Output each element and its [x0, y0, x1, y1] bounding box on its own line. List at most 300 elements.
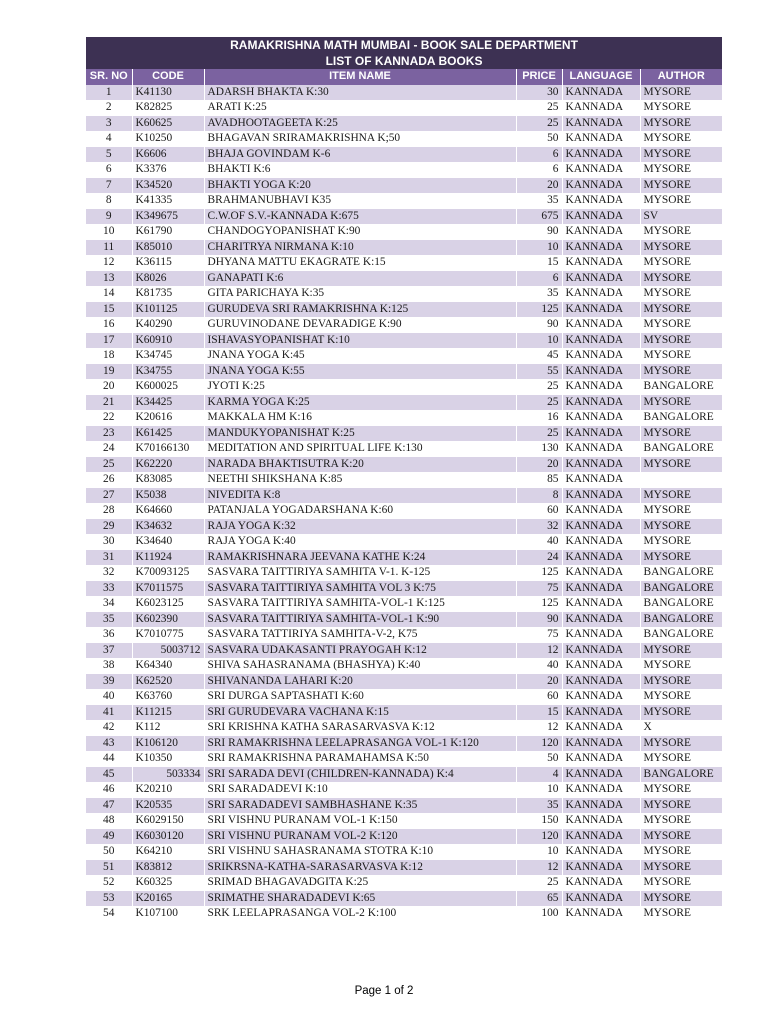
cell-author: MYSORE: [640, 705, 722, 721]
cell-sr-no: 44: [86, 751, 132, 767]
table-row: [86, 271, 722, 287]
cell-item-name: AVADHOOTAGEETA K:25: [204, 116, 516, 132]
cell-code: K112: [132, 720, 204, 736]
cell-item-name: SRI VISHNU SAHASRANAMA STOTRA K:10: [204, 844, 516, 860]
cell-price: 125: [516, 596, 562, 612]
cell-sr-no: 15: [86, 302, 132, 318]
cell-item-name: JYOTI K:25: [204, 379, 516, 395]
cell-code: K7010775: [132, 627, 204, 643]
cell-language: KANNADA: [562, 333, 640, 349]
cell-price: 50: [516, 131, 562, 147]
cell-price: 35: [516, 286, 562, 302]
cell-author: MYSORE: [640, 131, 722, 147]
cell-sr-no: 7: [86, 178, 132, 194]
cell-language: KANNADA: [562, 658, 640, 674]
header-code: CODE: [132, 69, 204, 85]
kannada-books-table: [86, 37, 722, 922]
cell-author: MYSORE: [640, 503, 722, 519]
cell-code: K64210: [132, 844, 204, 860]
table-row: [86, 565, 722, 581]
cell-item-name: SRI VISHNU PURANAM VOL-1 K:150: [204, 813, 516, 829]
cell-item-name: MAKKALA HM K:16: [204, 410, 516, 426]
cell-price: 12: [516, 860, 562, 876]
table-row: [86, 317, 722, 333]
table-row: [86, 457, 722, 473]
cell-author: MYSORE: [640, 302, 722, 318]
cell-sr-no: 24: [86, 441, 132, 457]
cell-item-name: GITA PARICHAYA K:35: [204, 286, 516, 302]
table-row: [86, 410, 722, 426]
cell-code: K10350: [132, 751, 204, 767]
cell-item-name: GURUDEVA SRI RAMAKRISHNA K:125: [204, 302, 516, 318]
cell-price: 6: [516, 162, 562, 178]
cell-code: K81735: [132, 286, 204, 302]
cell-sr-no: 19: [86, 364, 132, 380]
cell-code: K20616: [132, 410, 204, 426]
cell-language: KANNADA: [562, 255, 640, 271]
cell-author: MYSORE: [640, 240, 722, 256]
sheet-subtitle: LIST OF KANNADA BOOKS: [86, 53, 722, 69]
cell-language: KANNADA: [562, 426, 640, 442]
table-row: [86, 209, 722, 225]
table-row: [86, 85, 722, 101]
cell-language: KANNADA: [562, 534, 640, 550]
cell-item-name: SRI GURUDEVARA VACHANA K:15: [204, 705, 516, 721]
cell-code: K83812: [132, 860, 204, 876]
cell-price: 32: [516, 519, 562, 535]
cell-price: 12: [516, 643, 562, 659]
cell-item-name: SASVARA TAITTIRIYA SAMHITA VOL 3 K:75: [204, 581, 516, 597]
header-row: [86, 69, 722, 85]
cell-price: 25: [516, 395, 562, 411]
cell-language: KANNADA: [562, 271, 640, 287]
cell-code: K101125: [132, 302, 204, 318]
cell-sr-no: 16: [86, 317, 132, 333]
cell-language: KANNADA: [562, 627, 640, 643]
cell-sr-no: 23: [86, 426, 132, 442]
cell-price: 50: [516, 751, 562, 767]
cell-sr-no: 48: [86, 813, 132, 829]
cell-author: MYSORE: [640, 271, 722, 287]
cell-code: K85010: [132, 240, 204, 256]
table-row: [86, 255, 722, 271]
cell-code: K20165: [132, 891, 204, 907]
cell-item-name: KARMA YOGA K:25: [204, 395, 516, 411]
cell-code: K34632: [132, 519, 204, 535]
cell-sr-no: 9: [86, 209, 132, 225]
cell-sr-no: 51: [86, 860, 132, 876]
cell-sr-no: 40: [86, 689, 132, 705]
cell-price: 25: [516, 875, 562, 891]
cell-author: MYSORE: [640, 782, 722, 798]
cell-language: KANNADA: [562, 519, 640, 535]
cell-item-name: RAMAKRISHNARA JEEVANA KATHE K:24: [204, 550, 516, 566]
cell-item-name: SRIMAD BHAGAVADGITA K:25: [204, 875, 516, 891]
cell-sr-no: 1: [86, 85, 132, 101]
table-row: [86, 534, 722, 550]
cell-item-name: BHAKTI YOGA K:20: [204, 178, 516, 194]
cell-code: K64660: [132, 503, 204, 519]
table-row: [86, 286, 722, 302]
cell-item-name: MEDITATION AND SPIRITUAL LIFE K:130: [204, 441, 516, 457]
cell-item-name: RAJA YOGA K:40: [204, 534, 516, 550]
cell-sr-no: 53: [86, 891, 132, 907]
cell-code: K70093125: [132, 565, 204, 581]
cell-author: MYSORE: [640, 550, 722, 566]
cell-code: K60325: [132, 875, 204, 891]
cell-author: MYSORE: [640, 348, 722, 364]
cell-code: K6023125: [132, 596, 204, 612]
cell-language: KANNADA: [562, 240, 640, 256]
table-row: [86, 751, 722, 767]
cell-sr-no: 45: [86, 767, 132, 783]
cell-language: KANNADA: [562, 813, 640, 829]
cell-sr-no: 33: [86, 581, 132, 597]
cell-sr-no: 8: [86, 193, 132, 209]
cell-item-name: SRK LEELAPRASANGA VOL-2 K:100: [204, 906, 516, 922]
cell-item-name: NEETHI SHIKSHANA K:85: [204, 472, 516, 488]
cell-author: MYSORE: [640, 829, 722, 845]
cell-code: K64340: [132, 658, 204, 674]
table-row: [86, 643, 722, 659]
cell-author: MYSORE: [640, 317, 722, 333]
cell-author: BANGALORE: [640, 596, 722, 612]
cell-item-name: SRI SARADADEVI K:10: [204, 782, 516, 798]
cell-price: 100: [516, 906, 562, 922]
table-row: [86, 782, 722, 798]
cell-item-name: SASVARA TAITTIRIYA SAMHITA-VOL-1 K:125: [204, 596, 516, 612]
table-row: [86, 627, 722, 643]
cell-author: MYSORE: [640, 658, 722, 674]
cell-author: MYSORE: [640, 255, 722, 271]
cell-code: K107100: [132, 906, 204, 922]
table-row: [86, 426, 722, 442]
cell-author: MYSORE: [640, 224, 722, 240]
cell-language: KANNADA: [562, 364, 640, 380]
cell-code: K34425: [132, 395, 204, 411]
cell-sr-no: 27: [86, 488, 132, 504]
cell-sr-no: 13: [86, 271, 132, 287]
cell-language: KANNADA: [562, 720, 640, 736]
cell-item-name: NARADA BHAKTISUTRA K:20: [204, 457, 516, 473]
table-row: [86, 519, 722, 535]
cell-author: MYSORE: [640, 100, 722, 116]
cell-code: K60625: [132, 116, 204, 132]
cell-language: KANNADA: [562, 612, 640, 628]
cell-code: K8026: [132, 271, 204, 287]
cell-price: 35: [516, 193, 562, 209]
cell-language: KANNADA: [562, 767, 640, 783]
cell-item-name: NIVEDITA K:8: [204, 488, 516, 504]
cell-code: K7011575: [132, 581, 204, 597]
cell-language: KANNADA: [562, 736, 640, 752]
cell-code: K602390: [132, 612, 204, 628]
cell-author: BANGALORE: [640, 627, 722, 643]
cell-sr-no: 32: [86, 565, 132, 581]
table-row: [86, 767, 722, 783]
cell-item-name: SASVARA TATTIRIYA SAMHITA-V-2, K75: [204, 627, 516, 643]
page-footer: Page 1 of 2: [354, 985, 414, 997]
cell-code: K82825: [132, 100, 204, 116]
cell-sr-no: 2: [86, 100, 132, 116]
cell-item-name: SRIKRSNA-KATHA-SARASARVASVA K:12: [204, 860, 516, 876]
cell-price: 10: [516, 782, 562, 798]
table-row: [86, 224, 722, 240]
table-row: [86, 147, 722, 163]
cell-author: MYSORE: [640, 147, 722, 163]
cell-price: 40: [516, 534, 562, 550]
cell-item-name: GURUVINODANE DEVARADIGE K:90: [204, 317, 516, 333]
cell-code: K34745: [132, 348, 204, 364]
cell-sr-no: 35: [86, 612, 132, 628]
cell-code: K70166130: [132, 441, 204, 457]
cell-item-name: ADARSH BHAKTA K:30: [204, 85, 516, 101]
table-row: [86, 100, 722, 116]
table-row: [86, 178, 722, 194]
table-row: [86, 860, 722, 876]
cell-code: K62520: [132, 674, 204, 690]
table-row: [86, 240, 722, 256]
cell-price: 20: [516, 674, 562, 690]
cell-language: KANNADA: [562, 116, 640, 132]
cell-item-name: GANAPATI K:6: [204, 271, 516, 287]
cell-price: 125: [516, 565, 562, 581]
cell-author: BANGALORE: [640, 565, 722, 581]
cell-sr-no: 39: [86, 674, 132, 690]
cell-author: BANGALORE: [640, 767, 722, 783]
cell-author: X: [640, 720, 722, 736]
cell-sr-no: 4: [86, 131, 132, 147]
cell-price: 30: [516, 85, 562, 101]
cell-code: K11215: [132, 705, 204, 721]
header-sr-no: SR. NO: [86, 69, 132, 85]
table-row: [86, 736, 722, 752]
cell-code: K61425: [132, 426, 204, 442]
cell-code: K34520: [132, 178, 204, 194]
cell-language: KANNADA: [562, 193, 640, 209]
cell-item-name: SRI SARADADEVI SAMBHASHANE K:35: [204, 798, 516, 814]
table-body: [86, 85, 722, 922]
cell-author: MYSORE: [640, 844, 722, 860]
cell-item-name: SHIVA SAHASRANAMA (BHASHYA) K:40: [204, 658, 516, 674]
cell-item-name: SASVARA TAITTIRIYA SAMHITA V-1. K-125: [204, 565, 516, 581]
cell-author: MYSORE: [640, 860, 722, 876]
cell-price: 6: [516, 271, 562, 287]
cell-item-name: BHAJA GOVINDAM K-6: [204, 147, 516, 163]
cell-item-name: SRI RAMAKRISHNA PARAMAHAMSA K:50: [204, 751, 516, 767]
cell-price: 75: [516, 581, 562, 597]
table-row: [86, 612, 722, 628]
cell-item-name: ARATI K:25: [204, 100, 516, 116]
cell-item-name: DHYANA MATTU EKAGRATE K:15: [204, 255, 516, 271]
cell-price: 60: [516, 503, 562, 519]
cell-sr-no: 3: [86, 116, 132, 132]
cell-price: 20: [516, 178, 562, 194]
cell-code: K10250: [132, 131, 204, 147]
cell-item-name: SRI KRISHNA KATHA SARASARVASVA K:12: [204, 720, 516, 736]
cell-author: MYSORE: [640, 426, 722, 442]
header-item-name: ITEM NAME: [204, 69, 516, 85]
cell-item-name: BHAGAVAN SRIRAMAKRISHNA K;50: [204, 131, 516, 147]
cell-code: K41130: [132, 85, 204, 101]
cell-price: 130: [516, 441, 562, 457]
cell-sr-no: 41: [86, 705, 132, 721]
table-row: [86, 674, 722, 690]
cell-language: KANNADA: [562, 550, 640, 566]
cell-author: MYSORE: [640, 891, 722, 907]
cell-language: KANNADA: [562, 565, 640, 581]
cell-code: 503334: [132, 767, 204, 783]
cell-sr-no: 38: [86, 658, 132, 674]
cell-price: 55: [516, 364, 562, 380]
cell-item-name: JNANA YOGA K:55: [204, 364, 516, 380]
cell-language: KANNADA: [562, 689, 640, 705]
cell-code: K349675: [132, 209, 204, 225]
cell-author: MYSORE: [640, 798, 722, 814]
sheet-title: RAMAKRISHNA MATH MUMBAI - BOOK SALE DEPARTMENT: [86, 37, 722, 53]
cell-language: KANNADA: [562, 410, 640, 426]
cell-item-name: SASVARA TAITTIRIYA SAMHITA-VOL-1 K:90: [204, 612, 516, 628]
cell-author: MYSORE: [640, 193, 722, 209]
cell-sr-no: 31: [86, 550, 132, 566]
cell-item-name: BHAKTI K:6: [204, 162, 516, 178]
cell-language: KANNADA: [562, 162, 640, 178]
cell-price: 35: [516, 798, 562, 814]
table-row: [86, 162, 722, 178]
cell-language: KANNADA: [562, 131, 640, 147]
cell-sr-no: 17: [86, 333, 132, 349]
cell-author: MYSORE: [640, 395, 722, 411]
cell-price: 8: [516, 488, 562, 504]
cell-item-name: SRI DURGA SAPTASHATI K:60: [204, 689, 516, 705]
cell-language: KANNADA: [562, 581, 640, 597]
cell-sr-no: 26: [86, 472, 132, 488]
cell-author: MYSORE: [640, 751, 722, 767]
cell-code: K6030120: [132, 829, 204, 845]
table-row: [86, 813, 722, 829]
cell-item-name: SHIVANANDA LAHARI K:20: [204, 674, 516, 690]
cell-price: 45: [516, 348, 562, 364]
cell-price: 15: [516, 705, 562, 721]
cell-price: 120: [516, 829, 562, 845]
cell-language: KANNADA: [562, 472, 640, 488]
cell-language: KANNADA: [562, 178, 640, 194]
cell-code: K60910: [132, 333, 204, 349]
cell-author: MYSORE: [640, 286, 722, 302]
cell-sr-no: 28: [86, 503, 132, 519]
cell-sr-no: 5: [86, 147, 132, 163]
cell-language: KANNADA: [562, 209, 640, 225]
cell-item-name: CHARITRYA NIRMANA K:10: [204, 240, 516, 256]
table-row: [86, 689, 722, 705]
cell-price: 15: [516, 255, 562, 271]
cell-price: 675: [516, 209, 562, 225]
cell-language: KANNADA: [562, 674, 640, 690]
cell-language: KANNADA: [562, 317, 640, 333]
cell-code: K63760: [132, 689, 204, 705]
cell-author: MYSORE: [640, 116, 722, 132]
table-row: [86, 364, 722, 380]
cell-sr-no: 22: [86, 410, 132, 426]
title-row-1: [86, 37, 722, 53]
cell-author: MYSORE: [640, 162, 722, 178]
cell-price: 40: [516, 658, 562, 674]
cell-price: 20: [516, 457, 562, 473]
table-row: [86, 116, 722, 132]
cell-sr-no: 21: [86, 395, 132, 411]
cell-item-name: SRI VISHNU PURANAM VOL-2 K:120: [204, 829, 516, 845]
table-row: [86, 720, 722, 736]
cell-language: KANNADA: [562, 860, 640, 876]
table-row: [86, 705, 722, 721]
cell-author: BANGALORE: [640, 441, 722, 457]
cell-language: KANNADA: [562, 643, 640, 659]
cell-author: [640, 472, 722, 488]
cell-author: MYSORE: [640, 813, 722, 829]
cell-sr-no: 25: [86, 457, 132, 473]
cell-sr-no: 47: [86, 798, 132, 814]
cell-code: K83085: [132, 472, 204, 488]
cell-sr-no: 42: [86, 720, 132, 736]
table-row: [86, 395, 722, 411]
cell-item-name: SRI RAMAKRISHNA LEELAPRASANGA VOL-1 K:120: [204, 736, 516, 752]
cell-language: KANNADA: [562, 503, 640, 519]
cell-item-name: BRAHMANUBHAVI K35: [204, 193, 516, 209]
table-row: [86, 131, 722, 147]
cell-item-name: SRI SARADA DEVI (CHILDREN-KANNADA) K:4: [204, 767, 516, 783]
cell-sr-no: 49: [86, 829, 132, 845]
cell-author: BANGALORE: [640, 612, 722, 628]
cell-sr-no: 37: [86, 643, 132, 659]
cell-language: KANNADA: [562, 488, 640, 504]
cell-sr-no: 30: [86, 534, 132, 550]
cell-code: K41335: [132, 193, 204, 209]
cell-author: MYSORE: [640, 736, 722, 752]
cell-language: KANNADA: [562, 147, 640, 163]
cell-sr-no: 20: [86, 379, 132, 395]
cell-code: K11924: [132, 550, 204, 566]
cell-item-name: MANDUKYOPANISHAT K:25: [204, 426, 516, 442]
cell-author: BANGALORE: [640, 379, 722, 395]
cell-language: KANNADA: [562, 302, 640, 318]
header-author: AUTHOR: [640, 69, 722, 85]
cell-language: KANNADA: [562, 596, 640, 612]
cell-sr-no: 6: [86, 162, 132, 178]
cell-sr-no: 11: [86, 240, 132, 256]
cell-price: 12: [516, 720, 562, 736]
cell-author: MYSORE: [640, 333, 722, 349]
cell-sr-no: 29: [86, 519, 132, 535]
table-row: [86, 798, 722, 814]
table-row: [86, 379, 722, 395]
cell-language: KANNADA: [562, 457, 640, 473]
table-row: [86, 348, 722, 364]
cell-code: K20535: [132, 798, 204, 814]
cell-code: K600025: [132, 379, 204, 395]
cell-author: MYSORE: [640, 519, 722, 535]
cell-sr-no: 52: [86, 875, 132, 891]
cell-price: 90: [516, 224, 562, 240]
cell-language: KANNADA: [562, 798, 640, 814]
cell-sr-no: 43: [86, 736, 132, 752]
cell-language: KANNADA: [562, 379, 640, 395]
cell-author: SV: [640, 209, 722, 225]
cell-code: K6029150: [132, 813, 204, 829]
cell-language: KANNADA: [562, 891, 640, 907]
cell-code: K34755: [132, 364, 204, 380]
cell-language: KANNADA: [562, 844, 640, 860]
cell-language: KANNADA: [562, 829, 640, 845]
